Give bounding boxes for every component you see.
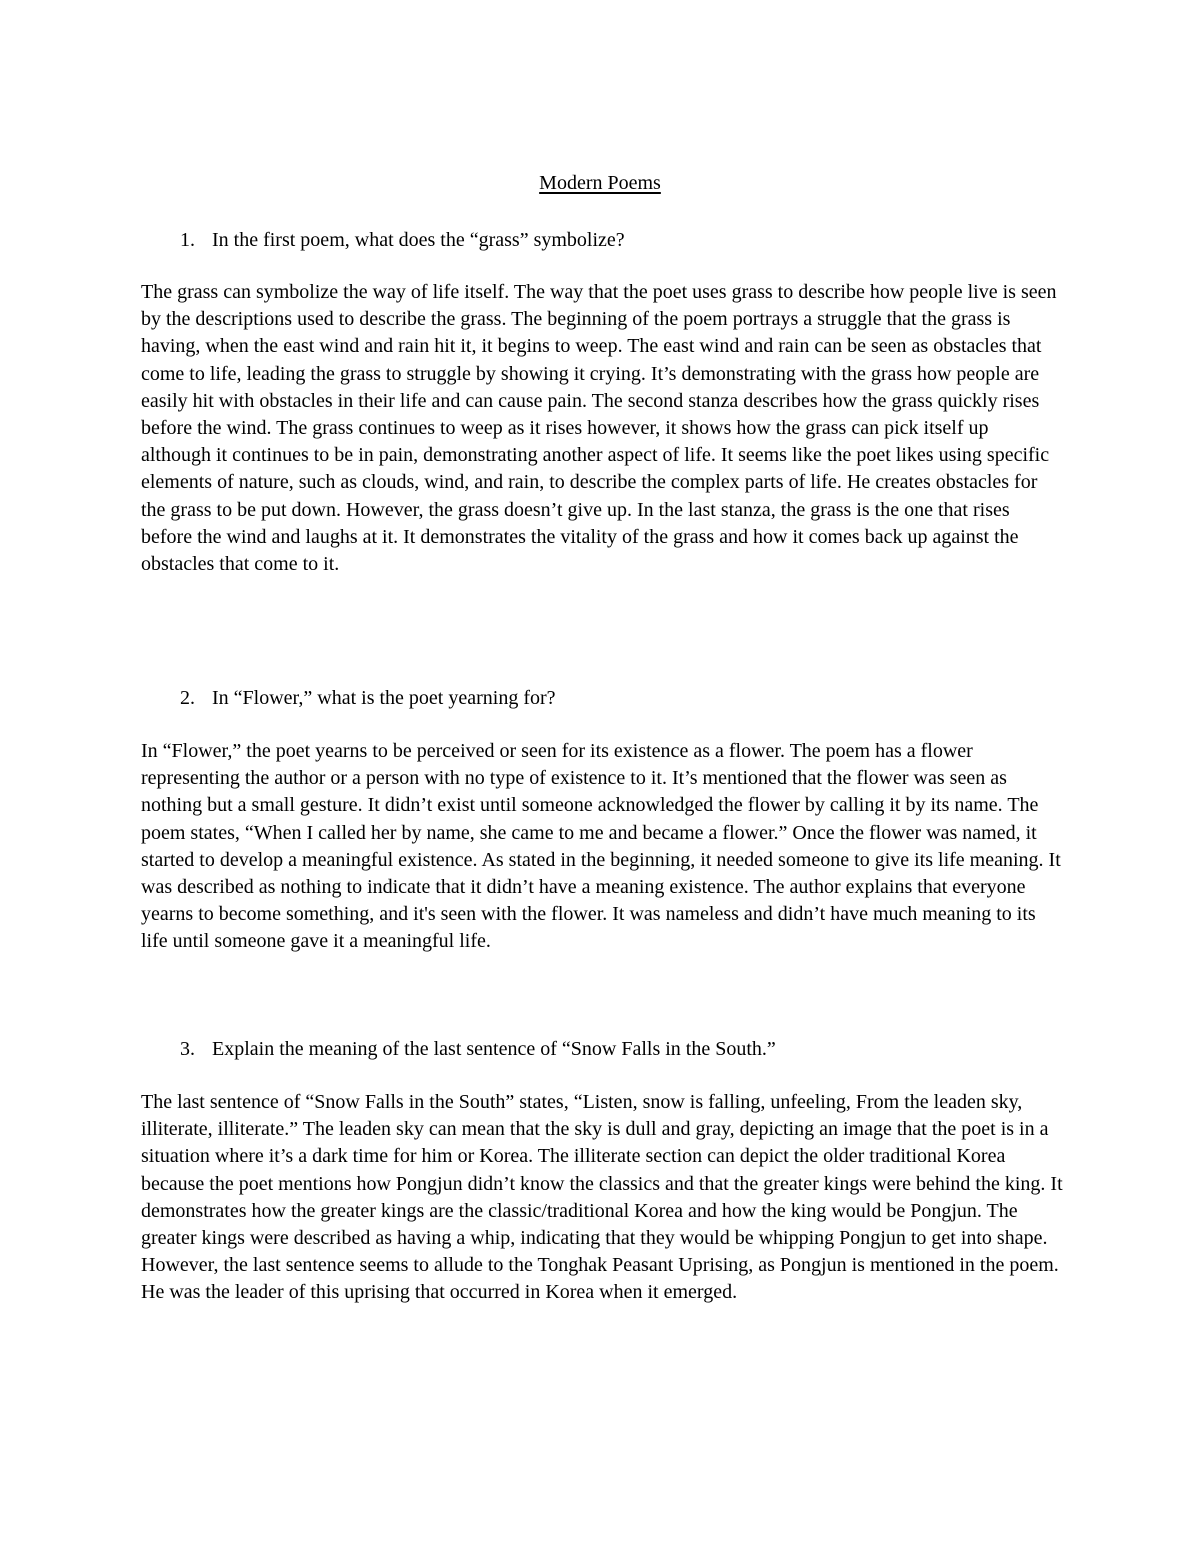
question-3	[180, 1036, 1060, 1063]
question-2	[180, 685, 1060, 712]
question-number: 1.	[180, 229, 195, 251]
question-number: 2.	[180, 687, 195, 709]
page-title: Modern Poems	[539, 172, 661, 194]
answer-paragraph-2: In “Flower,” the poet yearns to be perceived or seen for its existence as a flower. The poem has a flower representing the author or a person with no type of existence to it. It’s mentioned that the flower was seen as nothing but a small gesture. It didn’t exist until someone acknowledged the flower by calling it by its name. The poem states, “When I called her by name, she came to me and became a flower.” Once the flower was named, it started to develop a meaningful existence. As stated in the beginning, it needed someone to give its life meaning. It was described as nothing to indicate that it didn’t have a meaning existence. The author explains that everyone yearns to become something, and it's seen with the flower. It was nameless and didn’t have much meaning to its life until someone gave it a meaningful life.	[141, 740, 1061, 953]
question-text: In the first poem, what does the “grass” symbolize?	[212, 229, 625, 251]
question-text: In “Flower,” what is the poet yearning for?	[212, 687, 556, 709]
question-number: 3.	[180, 1038, 195, 1060]
answer-paragraph-1: The grass can symbolize the way of life itself. The way that the poet uses grass to describe how people live is seen by the descriptions used to describe the grass. The beginning of the poem portrays a struggle that the grass is having, when the east wind and rain hit it, it begins to weep. The east wind and rain can be seen as obstacles that come to life, leading the grass to struggle by showing it crying. It’s demonstrating with the grass how people are easily hit with obstacles in their life and can cause pain. The second stanza describes how the grass quickly rises before the wind. The grass continues to weep as it rises however, it shows how the grass can pick itself up although it continues to be in pain, demonstrating another aspect of life. It seems like the poet likes using specific elements of nature, such as clouds, wind, and rain, to describe the complex parts of life. He creates obstacles for the grass to be put down. However, the grass doesn’t give up. In the last stanza, the grass is the one that rises before the wind and laughs at it. It demonstrates the vitality of the grass and how it comes back up against the obstacles that come to it.	[141, 281, 1057, 576]
question-1	[180, 227, 1060, 254]
question-text: Explain the meaning of the last sentence of “Snow Falls in the South.”	[212, 1038, 776, 1060]
answer-paragraph-3: The last sentence of “Snow Falls in the South” states, “Listen, snow is falling, unfeeling, From the leaden sky, illiterate, illiterate.” The leaden sky can mean that the sky is dull and gray, depicting an image that the poet is in a situation where it’s a dark time for him or Korea. The illiterate section can depict the older traditional Korea because the poet mentions how Pongjun didn’t know the classics and that the greater kings were behind the king. It demonstrates how the greater kings are the classic/traditional Korea and how the king would be Pongjun. The greater kings were described as having a whip, indicating that they would be whipping Pongjun to get into shape. However, the last sentence seems to allude to the Tonghak Peasant Uprising, as Pongjun is mentioned in the poem. He was the leader of this uprising that occurred in Korea when it emerged.	[141, 1091, 1063, 1304]
